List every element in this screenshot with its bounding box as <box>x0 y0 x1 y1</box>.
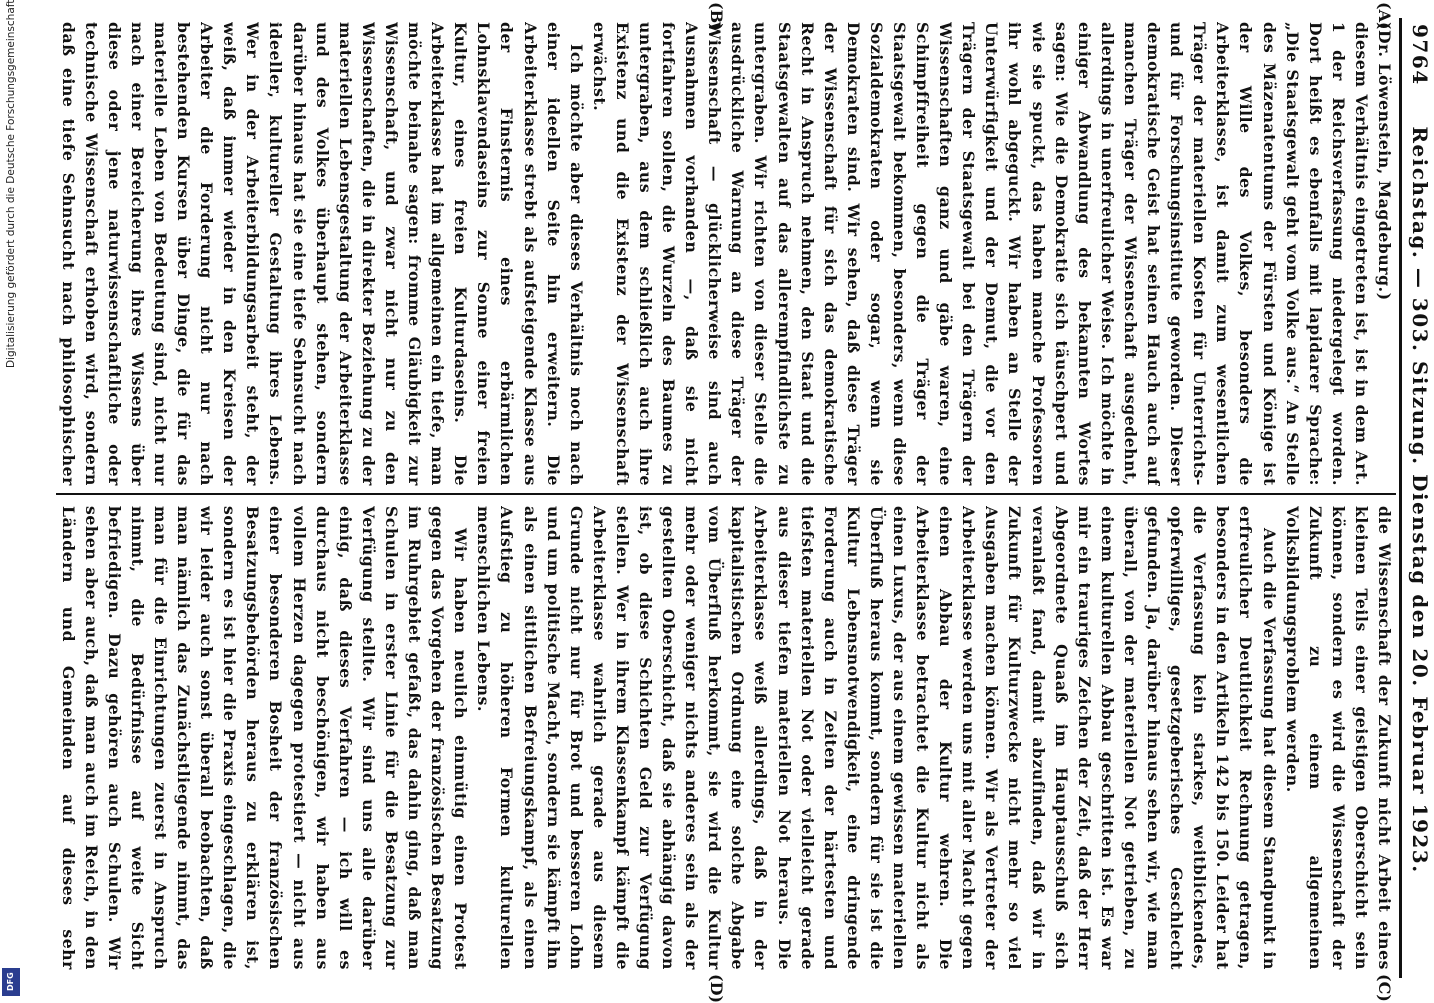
right-text-column <box>56 506 1396 970</box>
paragraph: Ich möchte aber dieses Verhältnis noch nach einer ideellen Seite hin erweitern. Die Arbeiterklasse strebt als aufsteigende Klasse aus der Finsternis eines erbärmlichen Lohnsklavendaseins zur Sonne einer freien Kultur, eines freien Kulturdaseins. Die Arbeiterklasse hat im allgemeinen ein tiefe, man möchte beinahe sagen: fromme Gläubigkeit zur Wissenschaft, und zwar nicht nur zu den Wissenschaften, die in direkter Beziehung zu der materiellen Lebensgestaltung der Arbeiterklasse und des Volkes überhaupt stehen, sondern darüber hinaus hat sie eine tiefe Sehnsucht nach ideeller, kultureller Gestaltung ihres Lebens. Wer in der Arbeiterbildungsarbeit steht, der weiß, daß immer wieder in den Kreisen der Arbeiter die Forderung nicht nur nach bestehenden Kursen über Dinge, die für das materielle Leben von Bedeutung sind, nicht nur nach einer Bereicherung ihres Wissens über diese oder jene naturwissenschaftliche oder technische Wissenschaft erhoben wird, sondern daß eine tiefe Sehnsucht nach philosophischer <box>58 22 586 486</box>
margin-marker-b: (B) <box>707 2 726 31</box>
dfg-logo <box>2 968 20 996</box>
digitization-credit: Digitalisierung gefördert durch die Deutsche Forschungsgemeinschaft <box>5 0 17 369</box>
digitization-sidebar <box>0 0 22 1000</box>
left-text-column <box>56 22 1396 486</box>
rotated-newspaper-page <box>30 0 1434 1003</box>
column-divider <box>56 493 1396 495</box>
paragraph: Wir haben neulich einmütig einen Protest gegen das Vorgehen der französischen Besatzung im Ruhrgebiet gefaßt, das dahin ging, daß man Schulen in erster Linie für die Besatzung zur Verfügung stellte. Wir sind uns alle darüber einig, daß dieses Verfahren — ich will es durchaus nicht beschönigen, wir haben aus vollem Herzen dagegen protestiert — nicht aus einer besonderen Bosheit der französischen Besatzungsbehörden heraus zu erklären ist, sondern es ist hier die Praxis eingeschlagen, die wir leider auch sonst überall beobachten, daß man nämlich das Zunächstliegende nimmt, das man für die Einrichtungen zuerst in Anspruch nimmt, die Bedürfnisse auf weite Sicht befriedigen. Dazu gehören auch Schulen. Wir sehen aber auch, daß man auch im Reich, in den Ländern und Gemeinden auf dieses sehr <box>58 506 471 970</box>
dfg-logo-text: DFG <box>6 972 15 992</box>
paragraph: die Wissenschaft der Zukunft nicht Arbeit eines kleinen Teils einer geistigen Oberschicht sein können, sondern es wird die Wissenschaft der Zukunft zu einem allgemeinen Volksbildungsproblem werden. <box>1282 506 1394 970</box>
header-rule <box>1399 18 1402 978</box>
paragraph: diesem Verhältnis eingetreten ist, ist in dem Art. 1 der Reichsverfassung niedergelegt worden. Dort heißt es ebenfalls mit lapidarer Sprache: „Die Staatsgewalt geht vom Volke aus.“ An Stelle des Mäzenatentums der Fürsten und Könige ist der Wille des Volkes, besonders die Arbeiterklasse, ist damit zum wesentlichen Träger der materiellen Kosten für Unterrichts- und für Forschungsinstitute geworden. Dieser demokratische Geist hat seinen Hauch auch auf manchen Träger der Wissenschaft ausgedehnt, allerdings in unerfreulicher Weise. Ich möchte in einiger Abwandlung des bekannten Wortes sagen: Wie die Demokratie sich täuschpert und wie sie spuckt, das haben manche Professoren ihr wohl abgeguckt. Wir haben an Stelle der Unterwürfigkeit und der Demut, die vor den Trägern der Staatsgewalt bei den Trägern der Wissenschaften ganz und gäbe waren, eine Schimpffreiheit gegen die Träger der Staatsgewalt bekommen, besonders, wenn diese Sozialdemokraten oder sogar, wenn sie Demokraten sind. Wir sehen, daß diese Träger der Wissenschaft für sich das demokratische Recht in Anspruch nehmen, den Staat und die Staatsgewalten auf das allerempfindlichste zu untergraben. Wir richten von dieser Stelle die ausdrückliche Warnung an diese Träger der Wissenschaft — glücklicherweise sind auch Ausnahmen vorhanden —, daß sie nicht fortfahren sollen, die Wurzeln des Baumes zu untergraben, aus dem schließlich auch ihre Existenz und die Existenz der Wissenschaft erwächst. <box>589 22 1371 486</box>
speaker-line: (Dr. Löwenstein, Magdeburg.) <box>1375 22 1394 301</box>
margin-marker-d: (D) <box>707 974 726 1003</box>
page-header <box>1402 0 1434 1000</box>
margin-marker-a: (A) <box>1375 2 1394 30</box>
paragraph: Auch die Verfassung hat diesem Standpunkt in erfreulicher Deutlichkeit Rechnung getragen, besonders in den Artikeln 142 bis 150. Leider hat die Verfassung kein starkes, weitblickendes, opferwilliges, gesetzgeberisches Geschlecht gefunden. Ja, darüber hinaus sehen wir, wie man überall, von der materiellen Not getrieben, zu einem kulturellen Abbau geschritten ist. Es war mir ein trauriges Zeichen der Zeit, daß der Herr Abgeordnete Quaaß im Hauptausschuß sich veranlaßt fand, damit abzufinden, daß wir in Zukunft für Kulturzwecke nicht mehr so viel Ausgaben machen können. Wir als Vertreter der Arbeiterklasse werden uns mit aller Macht gegen einen Abbau der Kultur wehren. Die Arbeiterklasse betrachtet die Kultur nicht als einen Luxus, der aus einem gewissen materiellen Überfluß heraus kommt, sondern für sie ist die Kultur Lebensnotwendigkeit, eine dringende Forderung auch in Zeiten der härtesten und tiefsten materiellen Not oder vielleicht gerade aus dieser tiefen materiellen Not heraus. Die Arbeiterklasse weiß allerdings, daß in der kapitalistischen Ordnung eine solche Abgabe vom Überfluß herkommt, sie wird die Kultur mehr oder weniger nichts anderes sein als der gestellten Oberschicht, daß sie abhängig davon ist, ob diese Schichten Geld zur Verfügung stellen. Wer in ihrem Klassenkampf kämpft die Arbeiterklasse wahrlich gerade aus diesem Grunde nicht nur für Brot und besseren Lohn und um politische Macht, sondern sie kämpft ihn als einen sittlichen Befreiungskampf, als einen Aufstieg zu höheren Formen kulturellen menschlichen Lebens. <box>474 506 1279 970</box>
scanned-page <box>30 0 1434 1003</box>
margin-marker-c: (C) <box>1375 974 1394 1002</box>
page-title: Reichstag. — 303. Sitzung. Dienstag den 20. Februar 1923. <box>1408 126 1432 874</box>
page-number: 9764 <box>1408 24 1432 86</box>
